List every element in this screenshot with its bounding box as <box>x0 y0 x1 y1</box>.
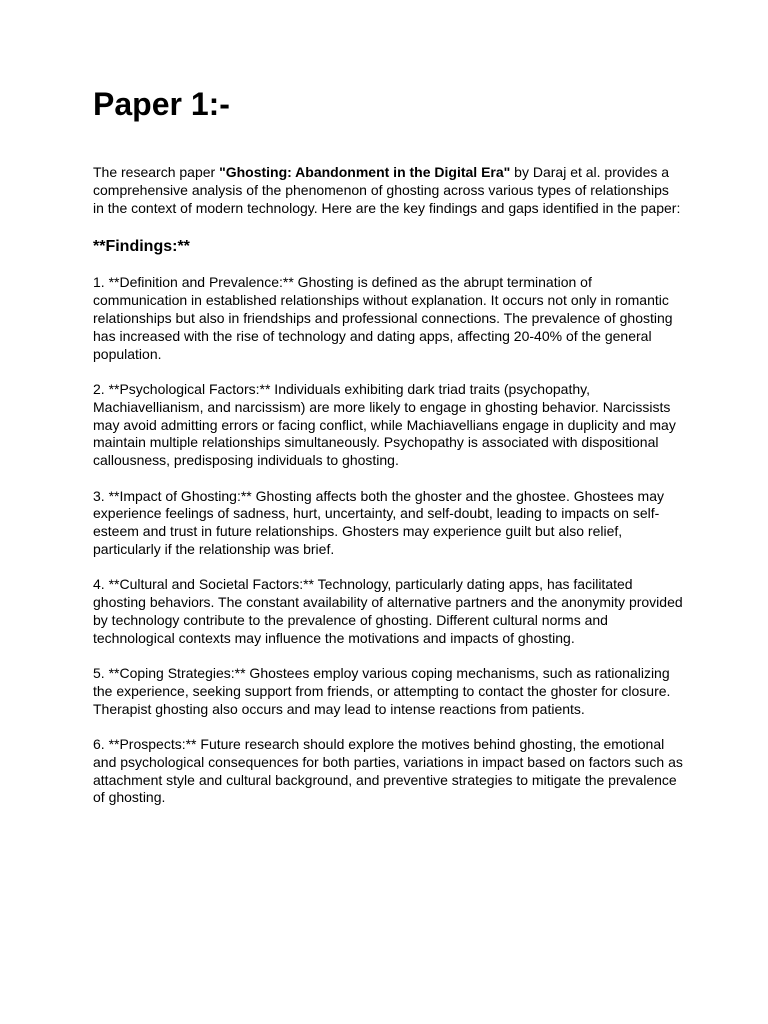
document-content <box>93 84 683 807</box>
finding-item: 3. **Impact of Ghosting:** Ghosting affects both the ghoster and the ghostee. Ghostees may experience feelings of sadness, hurt, uncertainty, and self-doubt, leading to impacts on self-esteem and trust in future relationships. Ghosters may experience guilt but also relief, particularly if the relationship was brief. <box>93 487 664 557</box>
intro-paper-title: "Ghosting: Abandonment in the Digital Era" <box>219 164 511 180</box>
page-title: Paper 1:- <box>93 86 230 122</box>
findings-heading: **Findings:** <box>93 238 190 256</box>
finding-item: 1. **Definition and Prevalence:** Ghosting is defined as the abrupt termination of communication in established relationships without explanation. It occurs not only in romantic relationships but also in friendships and professional connections. The prevalence of ghosting has increased with the rise of technology and dating apps, affecting 20-40% of the general population. <box>93 274 673 362</box>
intro-suffix: by Daraj et al. provides a comprehensive analysis of the phenomenon of ghosting across various types of relationships in the context of modern technology. Here are the key findings and gaps identified in the paper: <box>93 164 681 216</box>
finding-item: 6. **Prospects:** Future research should explore the motives behind ghosting, the emotional and psychological consequences for both parties, variations in impact based on factors such as attachment style and cultural background, and preventive strategies to mitigate the prevalence of ghosting. <box>93 736 683 806</box>
finding-item: 2. **Psychological Factors:** Individuals exhibiting dark triad traits (psychopathy, Machiavellianism, and narcissism) are more likely to engage in ghosting behavior. Narcissists may avoid admitting errors or facing conflict, while Machiavellians engage in duplicity and may maintain multiple relationships simultaneously. Psychopathy is associated with dispositional callousness, predisposing individuals to ghosting. <box>93 380 676 469</box>
finding-item: 5. **Coping Strategies:** Ghostees employ various coping mechanisms, such as rationalizing the experience, seeking support from friends, or attempting to contact the ghoster for closure. Therapist ghosting also occurs and may lead to intense reactions from patients. <box>93 665 671 717</box>
finding-item: 4. **Cultural and Societal Factors:** Technology, particularly dating apps, has facilitated ghosting behaviors. The constant availability of alternative partners and the anonymity provided by technology contribute to the prevalence of ghosting. Different cultural norms and technological contexts may influence the motivations and impacts of ghosting. <box>93 576 683 646</box>
intro-prefix: The research paper <box>93 164 220 180</box>
intro-paragraph <box>93 164 683 217</box>
